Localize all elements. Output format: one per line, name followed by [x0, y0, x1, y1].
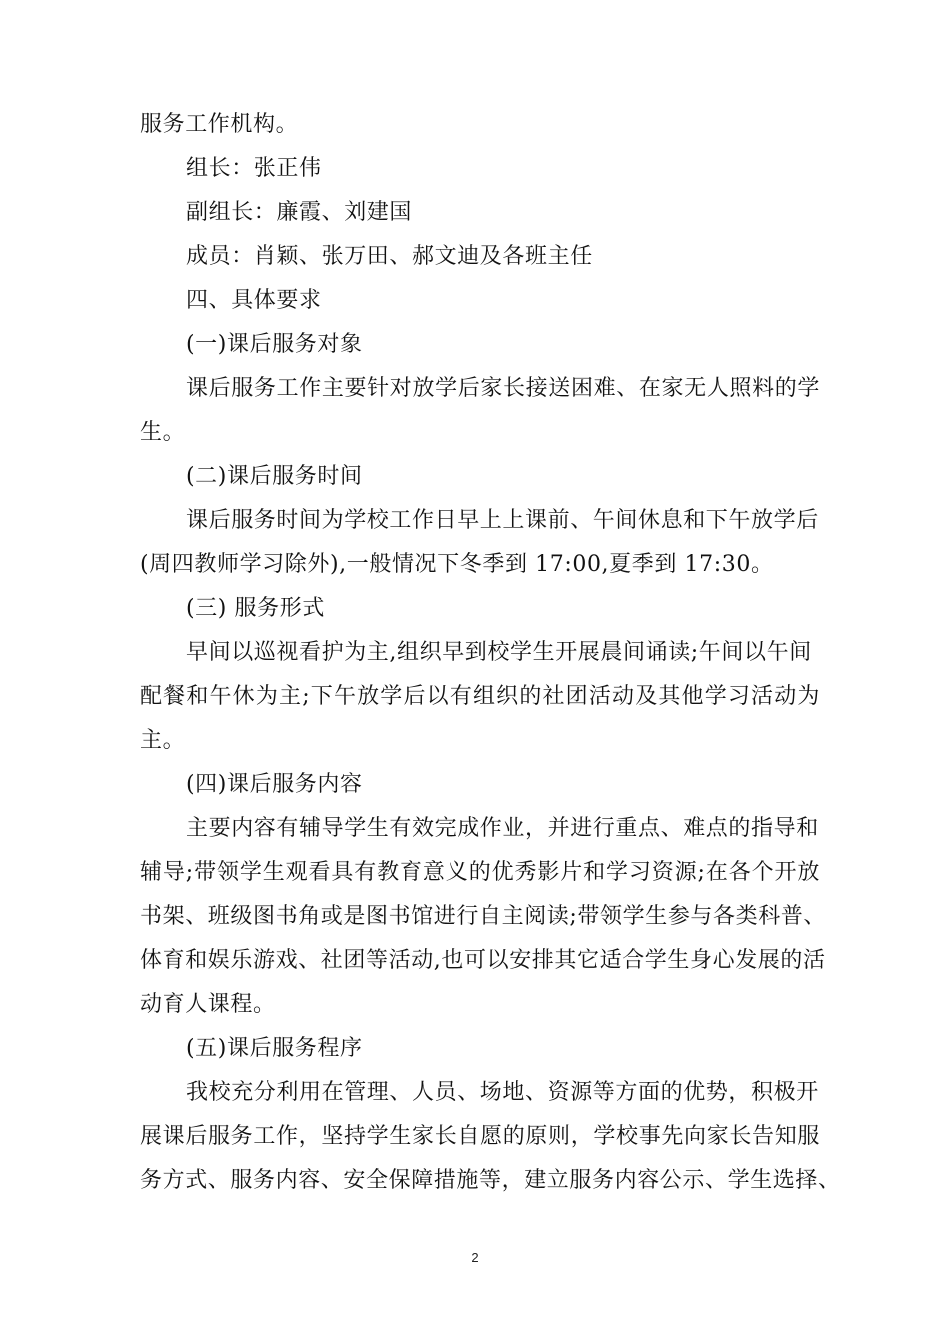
text-line: 主要内容有辅导学生有效完成作业，并进行重点、难点的指导和 — [186, 816, 819, 841]
text-line: 服务工作机构。 — [140, 112, 299, 137]
page-number: 2 — [471, 1250, 479, 1265]
text-line: 成员：肖颖、张万田、郝文迪及各班主任 — [186, 244, 593, 269]
text-line: 辅导;带领学生观看具有教育意义的优秀影片和学习资源;在各个开放 — [140, 860, 820, 885]
text-line: 配餐和午休为主;下午放学后以有组织的社团活动及其他学习活动为 — [140, 684, 820, 709]
text-line: 展课后服务工作，坚持学生家长自愿的原则，学校事先向家长告知服 — [140, 1124, 820, 1149]
subsection-heading: (五)课后服务程序 — [186, 1036, 363, 1061]
text-line: 我校充分利用在管理、人员、场地、资源等方面的优势，积极开 — [186, 1080, 819, 1105]
text-line: 动育人课程。 — [140, 992, 276, 1017]
text-line: 书架、班级图书角或是图书馆进行自主阅读;带领学生参与各类科普、 — [140, 904, 827, 929]
text-line: 副组长：廉霞、刘建国 — [186, 200, 413, 225]
section-heading: 四、具体要求 — [186, 288, 322, 313]
text-line: 组长：张正伟 — [186, 156, 322, 181]
text-line: 务方式、服务内容、安全保障措施等，建立服务内容公示、学生选择、 — [140, 1168, 841, 1193]
text-line: 课后服务工作主要针对放学后家长接送困难、在家无人照料的学 — [186, 376, 820, 401]
subsection-heading: (二)课后服务时间 — [186, 464, 363, 489]
text-line: 体育和娱乐游戏、社团等活动,也可以安排其它适合学生身心发展的活 — [140, 948, 826, 973]
text-line: 主。 — [140, 728, 186, 753]
subsection-heading: (三) 服务形式 — [186, 596, 325, 621]
text-line: (周四教师学习除外),一般情况下冬季到 17:00,夏季到 17:30。 — [140, 552, 774, 577]
subsection-heading: (一)课后服务对象 — [186, 332, 363, 357]
text-line: 早间以巡视看护为主,组织早到校学生开展晨间诵读;午间以午间 — [186, 640, 812, 665]
text-line: 课后服务时间为学校工作日早上上课前、午间休息和下午放学后 — [186, 508, 819, 533]
subsection-heading: (四)课后服务内容 — [186, 772, 363, 797]
text-line: 生。 — [140, 420, 186, 445]
